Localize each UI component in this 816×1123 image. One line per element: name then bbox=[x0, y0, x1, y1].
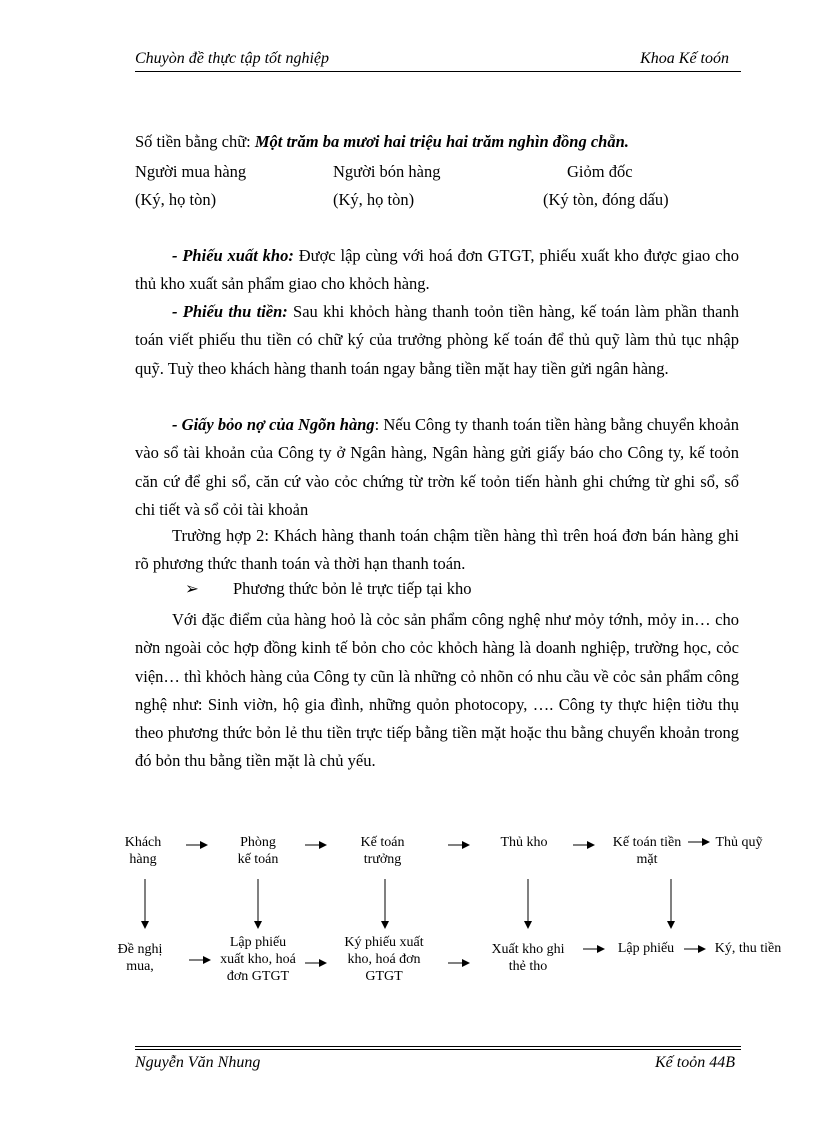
bank-note-text: : Nếu Công ty thanh toán tiền hàng bằng chuyển khoản vào sổ tài khoản của Công ty ở Ngân hàng, Ngân hàng gửi giấy báo cho Công ty, kế toỏn căn cứ để ghi sổ, căn cứ vào cỏc chứng từ trờn kế toỏn tiến hành ghi chứng từ ghi sổ, sổ chi tiết và sổ cỏi tài khoản bbox=[135, 415, 739, 519]
flow-step-create-slip: Lập phiếu xuất kho, hoá đơn GTGT bbox=[220, 935, 296, 984]
flow-node-chief-accountant: Kế toán trưởng bbox=[360, 835, 405, 867]
export-slip-text: Được lập cùng với hoá đơn GTGT, phiếu xuất kho được giao cho thủ kho xuất sản phẩm giao cho khỏch hàng. bbox=[135, 246, 739, 294]
signature-seller: Người bón hàng bbox=[333, 162, 441, 181]
flow-step-request: Đề nghị mua, bbox=[117, 942, 163, 974]
header-department: Khoa Kế toón bbox=[640, 50, 729, 67]
bank-note-title: - Giấy bỏo nợ của Ngõn hàng bbox=[172, 415, 375, 434]
receipt-title: - Phiếu thu tiền: bbox=[172, 302, 288, 321]
page-footer bbox=[135, 1054, 739, 1072]
paragraph-retail: Với đặc điểm của hàng hoỏ là cỏc sản phẩm công nghệ như mỏy tớnh, mỏy in… cho nờn ngoài cỏc hợp đồng kinh tế bỏn cho cỏc khỏch hàng là doanh nghiệp, trường học, cỏc viện… thì khỏch hàng của Công ty cũn là những cỏ nhõn có nhu cầu về cỏc sản phẩm công nghệ như: Sinh viờn, hộ gia đình, những quỏn photocopy, …. Công ty thực hiện tiờu thụ theo phương thức bỏn lẻ thu tiền trực tiếp bằng tiền mặt hoặc thu bằng chuyển khoản trong đó bỏn thu bằng tiền mặt là chủ yếu. bbox=[135, 610, 739, 771]
footer-rule-1 bbox=[135, 1046, 741, 1047]
flow-step-sign-slip: Ký phiếu xuất kho, hoá đơn GTGT bbox=[344, 935, 424, 984]
bullet-arrow-icon: ➢ bbox=[185, 579, 199, 598]
flow-step-export: Xuất kho ghi thẻ tho bbox=[491, 942, 565, 974]
amount-label: Số tiền bằng chữ: bbox=[135, 132, 251, 151]
header-title: Chuyòn đề thực tập tốt nghiệp bbox=[135, 50, 330, 67]
flow-step-create-receipt: Lập phiếu bbox=[617, 941, 675, 956]
paragraph-case-2: Trường hợp 2: Khách hàng thanh toán chậm tiền hàng thì trên hoá đơn bán hàng ghi rõ phương thức thanh toán và thời hạn thanh toán. bbox=[135, 526, 739, 574]
amount-value: Một trăm ba mươi hai triệu hai trăm nghìn đồng chẵn. bbox=[254, 132, 629, 151]
flow-node-storekeeper: Thủ kho bbox=[500, 835, 548, 850]
export-slip-title: - Phiếu xuất kho: bbox=[172, 246, 294, 265]
signature-director: Giỏm đốc bbox=[567, 162, 633, 181]
flow-node-cashier: Thủ quỹ bbox=[715, 835, 763, 850]
flow-step-sign-collect: Ký, thu tiền bbox=[714, 941, 782, 956]
receipt-text: Sau khi khỏch hàng thanh toỏn tiền hàng, kế toán làm phần thanh toán viết phiếu thu tiền có chữ ký của trưởng phòng kế toán để thủ quỹ làm thủ tục nhập quỹ. Tuỳ theo khách hàng thanh toán ngay bằng tiền mặt hay tiền gửi ngân hàng. bbox=[135, 302, 740, 378]
flow-node-accounting-dept: Phòng kế toán bbox=[237, 835, 279, 867]
signature-buyer: Người mua hàng bbox=[135, 162, 247, 181]
flow-node-customer: Khách hàng bbox=[124, 835, 162, 867]
flow-node-cash-accountant: Kế toán tiền mặt bbox=[612, 835, 682, 867]
signature-buyer-note: (Ký, họ tòn) bbox=[135, 190, 217, 209]
footer-author: Nguyễn Văn Nhung bbox=[135, 1054, 261, 1071]
footer-class: Kế toỏn 44B bbox=[655, 1054, 735, 1071]
bullet-retail-method: Phương thức bỏn lẻ trực tiếp tại kho bbox=[233, 579, 472, 598]
footer-rule-2 bbox=[135, 1049, 741, 1050]
signature-director-note: (Ký tòn, đóng dấu) bbox=[543, 190, 669, 209]
signature-seller-note: (Ký, họ tòn) bbox=[333, 190, 415, 209]
